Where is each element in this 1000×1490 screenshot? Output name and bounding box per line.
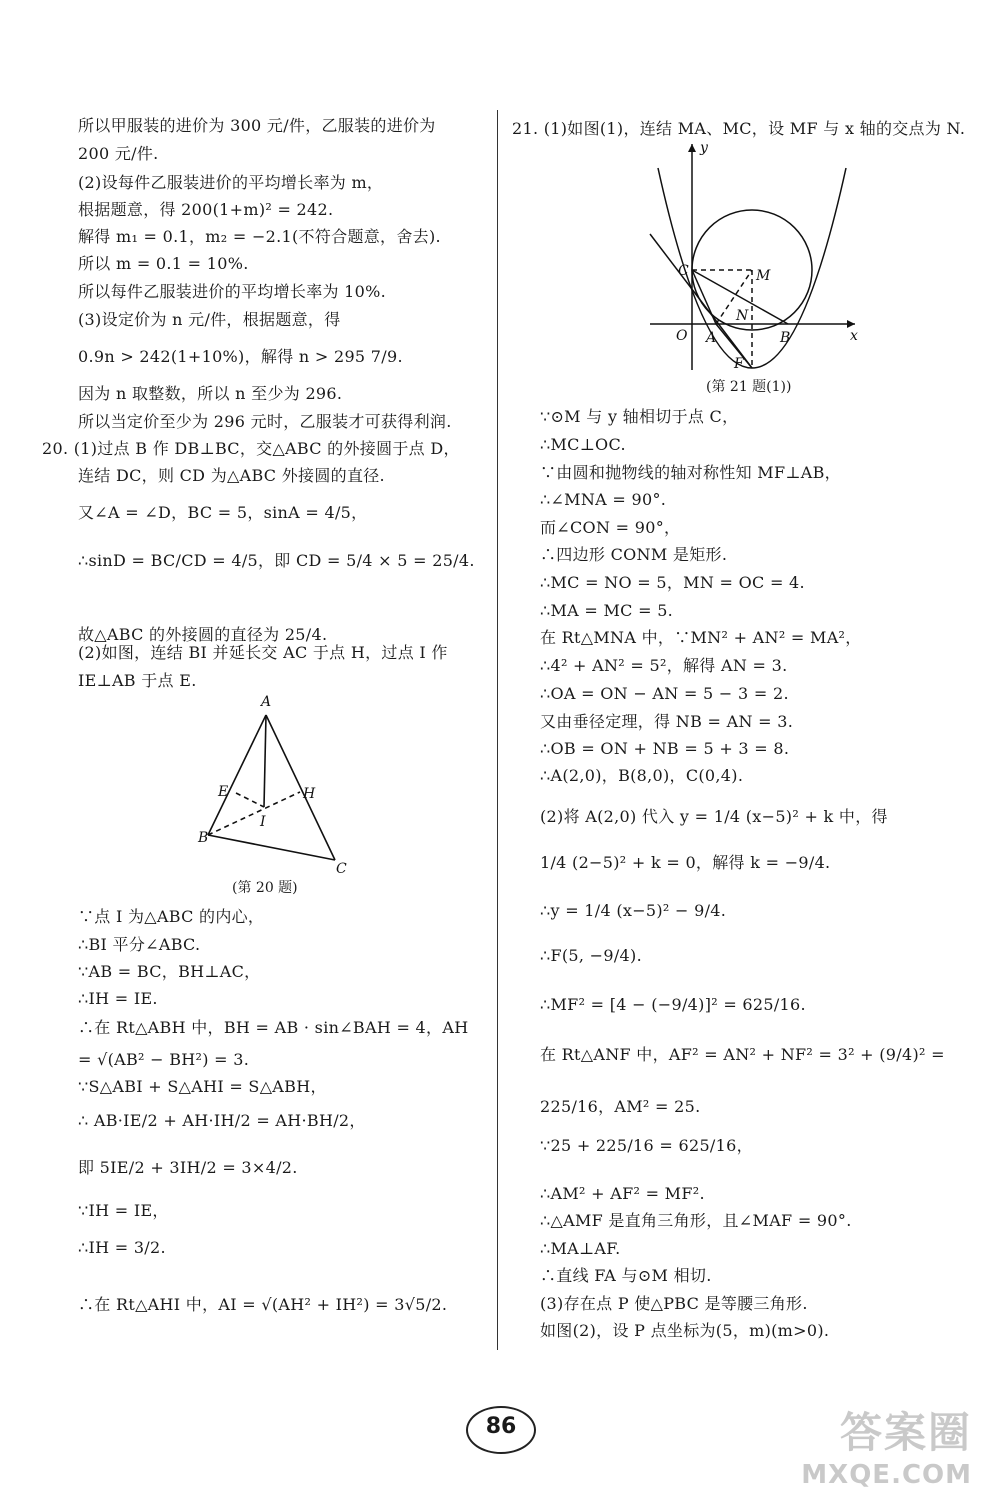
right-column-line: ∴y = 1/4 (x−5)² − 9/4. <box>540 901 727 920</box>
left-column-line: = √(AB² − BH²) = 3. <box>78 1050 250 1069</box>
right-column-line: 21. (1)如图(1)，连结 MA、MC，设 MF 与 x 轴的交点为 N. <box>512 119 966 138</box>
left-column-line: ∴IH = IE. <box>78 989 158 1008</box>
left-column-line: ∴BI 平分∠ABC. <box>78 935 201 954</box>
right-column-line: 1/4 (2−5)² + k = 0，解得 k = −9/4. <box>540 853 831 872</box>
figure-20-triangle <box>190 690 360 875</box>
left-column-line: 连结 DC，则 CD 为△ABC 外接圆的直径. <box>78 466 385 485</box>
fig21-label-M: M <box>756 268 771 284</box>
left-column-line: ∴sinD = BC/CD = 4/5，即 CD = 5/4 × 5 = 25/4. <box>78 551 475 570</box>
watermark-logo <box>801 1400 972 1490</box>
fig20-label-I: I <box>260 814 266 830</box>
right-column-line: ∴F(5, −9/4). <box>540 946 642 965</box>
fig21-label-A: A <box>706 330 717 346</box>
right-column-line: ∴直线 FA 与⊙M 相切. <box>540 1266 712 1285</box>
fig20-label-C: C <box>336 861 347 875</box>
right-column-line: ∴∠MNA = 90°. <box>540 490 667 509</box>
right-column-line: ∵⊙M 与 y 轴相切于点 C， <box>540 407 739 426</box>
right-column-line: ∴OA = ON − AN = 5 − 3 = 2. <box>540 684 789 703</box>
page-number: 86 <box>485 1414 517 1439</box>
left-column-line: 所以当定价至少为 296 元时，乙服装才可获得利润. <box>78 412 452 431</box>
fig21-label-C: C <box>678 263 689 279</box>
fig20-label-E: E <box>218 784 229 800</box>
fig21-label-B: B <box>780 330 791 346</box>
right-column-line: ∵由圆和抛物线的轴对称性知 MF⊥AB， <box>540 463 841 482</box>
figure-21-caption: (第 21 题(1)) <box>706 379 792 395</box>
left-column-line: ∴IH = 3/2. <box>78 1238 166 1257</box>
right-column-line: ∴A(2,0)，B(8,0)，C(0,4). <box>540 766 744 785</box>
left-column-line: 根据题意，得 200(1+m)² = 242. <box>78 200 334 219</box>
page-number-badge <box>466 1400 534 1456</box>
left-column-line: ∵IH = IE， <box>78 1201 169 1220</box>
left-column-line: 因为 n 取整数，所以 n 至少为 296. <box>78 384 343 403</box>
right-column-line: 在 Rt△MNA 中，∵MN² + AN² = MA²， <box>540 628 862 647</box>
left-column-line: (2)设每件乙服装进价的平均增长率为 m， <box>78 173 384 192</box>
right-column-line: ∴四边形 CONM 是矩形. <box>540 545 728 564</box>
left-column-line: 所以每件乙服装进价的平均增长率为 10%. <box>78 282 387 301</box>
right-column-line: ∴MF² = [4 − (−9/4)]² = 625/16. <box>540 995 806 1014</box>
right-column-line: ∵25 + 225/16 = 625/16， <box>540 1136 753 1155</box>
left-column-line: 故△ABC 的外接圆的直径为 25/4. <box>78 625 328 644</box>
left-column-line: 即 5IE/2 + 3IH/2 = 3×4/2. <box>78 1158 298 1177</box>
left-column-line: 0.9n > 242(1+10%)，解得 n > 295 7/9. <box>78 347 403 366</box>
watermark-line1: 答案圈 <box>839 1408 972 1457</box>
watermark-line2: MXQE.COM <box>801 1460 972 1490</box>
figure-20-caption: (第 20 题) <box>232 880 298 896</box>
right-column-line: ∴OB = ON + NB = 5 + 3 = 8. <box>540 739 790 758</box>
fig21-label-N: N <box>736 308 749 324</box>
left-column-line: 解得 m₁ = 0.1，m₂ = −2.1(不符合题意，舍去). <box>78 227 441 246</box>
right-column-line: ∴MC⊥OC. <box>540 435 626 454</box>
column-divider <box>497 110 498 1350</box>
left-column-line: ∵AB = BC，BH⊥AC， <box>78 962 261 981</box>
figure-21-parabola-circle <box>640 138 870 378</box>
right-column-line: ∴△AMF 是直角三角形，且∠MAF = 90°. <box>540 1211 852 1230</box>
left-column-line: ∵点 I 为△ABC 的内心， <box>78 907 265 926</box>
right-column-line: (2)将 A(2,0) 代入 y = 1/4 (x−5)² + k 中，得 <box>540 807 888 826</box>
right-column-line: 又由垂径定理，得 NB = AN = 3. <box>540 712 794 731</box>
right-column-line: ∴MA = MC = 5. <box>540 601 674 620</box>
left-column-line: 200 元/件. <box>78 144 159 163</box>
left-column-line: 所以 m = 0.1 = 10%. <box>78 254 249 273</box>
right-column-line: 225/16，AM² = 25. <box>540 1097 701 1116</box>
left-column-line: IE⊥AB 于点 E. <box>78 671 197 690</box>
right-column-line: ∴MC = NO = 5，MN = OC = 4. <box>540 573 805 592</box>
left-column-line: (2)如图，连结 BI 并延长交 AC 于点 H，过点 I 作 <box>78 643 448 662</box>
fig21-label-y: y <box>700 140 708 156</box>
right-column-line: ∴4² + AN² = 5²，解得 AN = 3. <box>540 656 788 675</box>
right-column-line: (3)存在点 P 使△PBC 是等腰三角形. <box>540 1294 808 1313</box>
fig20-label-A: A <box>261 694 272 710</box>
left-column-line: 所以甲服装的进价为 300 元/件，乙服装的进价为 <box>78 116 436 135</box>
right-column-line: ∴AM² + AF² = MF². <box>540 1184 705 1203</box>
left-column-line: ∴在 Rt△AHI 中，AI = √(AH² + IH²) = 3√5/2. <box>78 1295 448 1314</box>
left-column-line: 20. (1)过点 B 作 DB⊥BC，交△ABC 的外接圆于点 D， <box>42 439 460 458</box>
fig21-label-x: x <box>850 328 858 344</box>
left-column-line: ∵S△ABI + S△AHI = S△ABH， <box>78 1077 327 1096</box>
fig20-label-B: B <box>198 830 209 846</box>
left-column-line: 又∠A = ∠D，BC = 5，sinA = 4/5， <box>78 503 368 522</box>
fig21-label-O: O <box>676 328 688 344</box>
fig21-label-F: F <box>734 356 744 372</box>
left-column-line: (3)设定价为 n 元/件，根据题意，得 <box>78 310 341 329</box>
left-column-line: ∴在 Rt△ABH 中，BH = AB · sin∠BAH = 4，AH <box>78 1018 469 1037</box>
right-column-line: ∴MA⊥AF. <box>540 1239 621 1258</box>
right-column-line: 在 Rt△ANF 中，AF² = AN² + NF² = 3² + (9/4)² = <box>540 1045 945 1064</box>
left-column-line: ∴ AB·IE/2 + AH·IH/2 = AH·BH/2， <box>78 1111 366 1130</box>
fig20-label-H: H <box>303 786 316 802</box>
right-column-line: 如图(2)，设 P 点坐标为(5，m)(m>0). <box>540 1321 830 1340</box>
right-column-line: 而∠CON = 90°， <box>540 518 681 537</box>
